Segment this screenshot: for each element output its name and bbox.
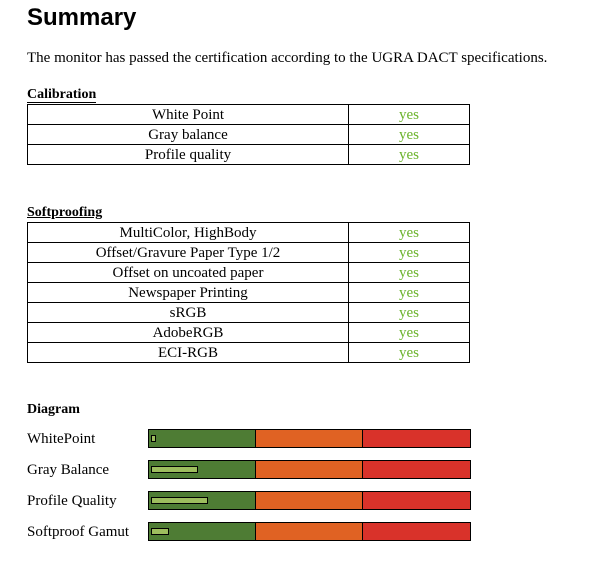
- criterion-name: White Point: [28, 105, 349, 125]
- criterion-result: yes: [349, 283, 470, 303]
- criterion-result: yes: [349, 125, 470, 145]
- diagram-label: Profile Quality: [27, 493, 117, 509]
- table-row: [28, 283, 470, 303]
- criterion-name: Offset/Gravure Paper Type 1/2: [28, 243, 349, 263]
- page-title: Summary: [27, 4, 137, 31]
- level-indicator: [151, 466, 198, 473]
- criterion-result: yes: [349, 223, 470, 243]
- criterion-name: Profile quality: [28, 145, 349, 165]
- criterion-name: Offset on uncoated paper: [28, 263, 349, 283]
- diagram-label: Gray Balance: [27, 462, 110, 478]
- criterion-name: AdobeRGB: [28, 323, 349, 343]
- calibration-heading-text: Calibration: [27, 87, 97, 102]
- bar-zone-good: [149, 430, 256, 447]
- certification-statement: The monitor has passed the certification according to the UGRA DACT specifications.: [27, 50, 548, 66]
- quality-bar: [148, 491, 471, 510]
- quality-bar: [148, 522, 471, 541]
- bar-zone-poor: [363, 461, 470, 478]
- bar-zone-fair: [256, 523, 363, 540]
- level-indicator: [151, 497, 208, 504]
- criterion-name: Newspaper Printing: [28, 283, 349, 303]
- criterion-name: Gray balance: [28, 125, 349, 145]
- table-row: [28, 105, 470, 125]
- criterion-result: yes: [349, 263, 470, 283]
- criterion-name: MultiColor, HighBody: [28, 223, 349, 243]
- diagram-label: WhitePoint: [27, 431, 96, 447]
- bar-zone-fair: [256, 461, 363, 478]
- bar-zone-fair: [256, 492, 363, 509]
- table-row: [28, 243, 470, 263]
- bar-zone-poor: [363, 430, 470, 447]
- bar-zone-poor: [363, 523, 470, 540]
- softproofing-heading: Softproofing: [27, 205, 103, 220]
- table-row: [28, 323, 470, 343]
- criterion-result: yes: [349, 145, 470, 165]
- bar-zone-poor: [363, 492, 470, 509]
- table-row: [28, 263, 470, 283]
- criterion-name: sRGB: [28, 303, 349, 323]
- criterion-result: yes: [349, 323, 470, 343]
- table-row: [28, 343, 470, 363]
- calibration-heading: [27, 87, 96, 103]
- level-indicator: [151, 528, 169, 535]
- criterion-name: ECI-RGB: [28, 343, 349, 363]
- table-row: [28, 303, 470, 323]
- criterion-result: yes: [349, 105, 470, 125]
- criterion-result: yes: [349, 243, 470, 263]
- diagram-label: Softproof Gamut: [27, 524, 130, 540]
- criterion-result: yes: [349, 343, 470, 363]
- level-indicator: [151, 435, 156, 442]
- quality-bar: [148, 429, 471, 448]
- table-row: [28, 223, 470, 243]
- calibration-table: [27, 104, 470, 165]
- softproofing-table: [27, 222, 470, 363]
- table-row: [28, 125, 470, 145]
- criterion-result: yes: [349, 303, 470, 323]
- table-row: [28, 145, 470, 165]
- diagram-heading: Diagram: [27, 402, 80, 417]
- bar-zone-fair: [256, 430, 363, 447]
- quality-bar: [148, 460, 471, 479]
